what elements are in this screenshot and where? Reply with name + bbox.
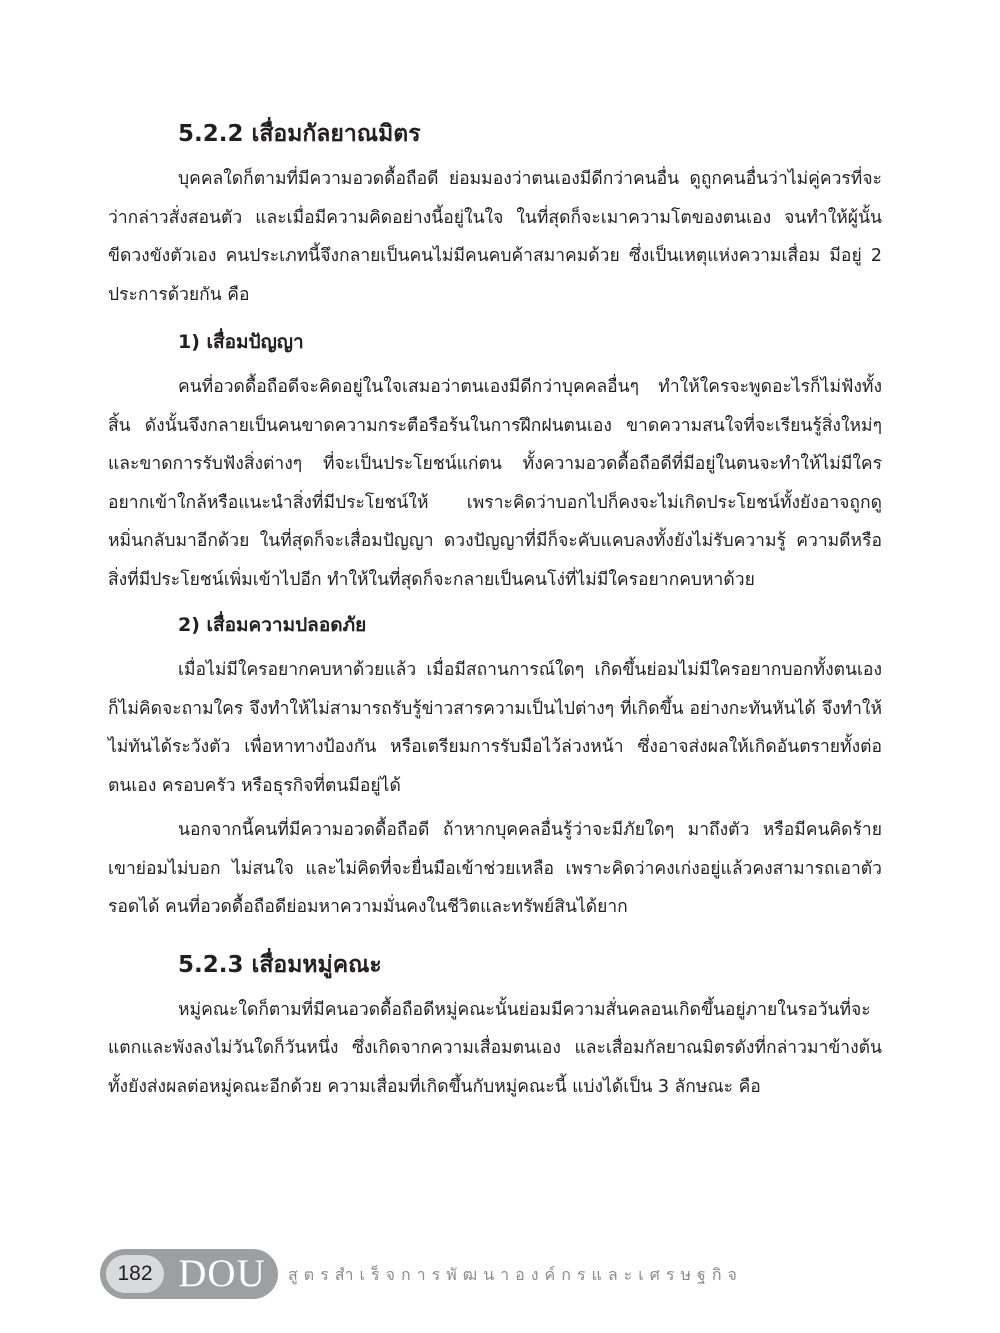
- footer-badge: [100, 1249, 278, 1299]
- page-footer: [100, 1249, 900, 1301]
- subheading-wisdom-decline: 1) เสื่อมปัญญา: [178, 331, 304, 353]
- section-heading-5-2-2: 5.2.2 เสื่อมกัลยาณมิตร: [178, 121, 421, 147]
- section-heading-5-2-3: 5.2.3 เสื่อมหมู่คณะ: [178, 951, 382, 978]
- safety-decline-paragraph-2: นอกจากนี้คนที่มีความอวดดื้อถือดี ถ้าหากบุคคลอื่นรู้ว่าจะมีภัยใดๆ มาถึงตัว หรือมีคนคิดร้าย เขาย่อมไม่บอก ไม่สนใจ และไม่คิดที่จะยื่นมือเข้าช่วยเหลือ เพราะคิดว่าคงเก่งอยู่แล้วคงสามารถเอาตัวรอดได้ คนที่อวดดื้อถือดีย่อมหาความมั่นคงในชีวิตและทรัพย์สินได้ยาก: [108, 820, 882, 917]
- section-5-2-3-paragraph: หมู่คณะใดก็ตามที่มีคนอวดดื้อถือดีหมู่คณะนั้นย่อมมีความสั่นคลอนเกิดขึ้นอยู่ภายในรอวันที่จะแตกและพังลงไม่วันใดก็วันหนึ่ง ซึ่งเกิดจากความเสื่อมตนเอง และเสื่อมกัลยาณมิตรดังที่กล่าวมาข้างต้น ทั้งยังส่งผลต่อหมู่คณะอีกด้วย ความเสื่อมที่เกิดขึ้นกับหมู่คณะนี้ แบ่งได้เป็น 3 ลักษณะ คือ: [108, 999, 882, 1097]
- wisdom-decline-paragraph: คนที่อวดดื้อถือดีจะคิดอยู่ในใจเสมอว่าตนเองมีดีกว่าบุคคลอื่นๆ ทำให้ใครจะพูดอะไรก็ไม่ฟังทั้งสิ้น ดังนั้นจึงกลายเป็นคนขาดความกระตือรือร้นในการฝึกฝนตนเอง ขาดความสนใจที่จะเรียนรู้สิ่งใหม่ๆ และขาดการรับฟังสิ่งต่างๆ ที่จะเป็นประโยชน์แก่ตน ทั้งความอวดดื้อถือดีที่มีอยู่ในตนจะทำให้ไม่มีใครอยากเข้าใกล้หรือแนะนำสิ่งที่มีประโยชน์ให้ เพราะคิดว่าบอกไปก็คงจะไม่เกิดประโยชน์ทั้งยังอาจถูกดูหมิ่นกลับมาอีกด้วย ในที่สุดก็จะเสื่อมปัญญา ดวงปัญญาที่มีก็จะคับแคบลงทั้งยังไม่รับความรู้ ความดีหรือสิ่งที่มีประโยชน์เพิ่มเข้าไปอีก ทำให้ในที่สุดก็จะกลายเป็นคนโง่ที่ไม่มีใครอยากคบหาด้วย: [108, 377, 882, 590]
- page-content: [108, 110, 882, 1106]
- dou-logo: DOU: [178, 1252, 266, 1295]
- book-title: สูตรสำเร็จการพัฒนาองค์กรและเศรษฐกิจ: [288, 1265, 743, 1284]
- page-number: 182: [106, 1255, 164, 1293]
- section-5-2-2-paragraph: บุคคลใดก็ตามที่มีความอวดดื้อถือดี ย่อมมองว่าตนเองมีดีกว่าคนอื่น ดูถูกคนอื่นว่าไม่คู่ควรที่จะว่ากล่าวสั่งสอนตัว และเมื่อมีความคิดอย่างนี้อยู่ในใจ ในที่สุดก็จะเมาความโตของตนเอง จนทำให้ผู้นั้นขีดวงขังตัวเอง คนประเภทนี้จึงกลายเป็นคนไม่มีคนคบค้าสมาคมด้วย ซึ่งเป็นเหตุแห่งความเสื่อม มีอยู่ 2 ประการด้วยกัน คือ: [108, 169, 882, 305]
- safety-decline-paragraph-1: เมื่อไม่มีใครอยากคบหาด้วยแล้ว เมื่อมีสถานการณ์ใดๆ เกิดขึ้นย่อมไม่มีใครอยากบอกทั้งตนเองก็ไม่คิดจะถามใคร จึงทำให้ไม่สามารถรับรู้ข่าวสารความเป็นไปต่างๆ ที่เกิดขึ้น อย่างกะทันหันได้ จึงทำให้ไม่ทันได้ระวังตัว เพื่อหาทางป้องกัน หรือเตรียมการรับมือไว้ล่วงหน้า ซึ่งอาจส่งผลให้เกิดอันตรายทั้งต่อตนเอง ครอบครัว หรือธุรกิจที่ตนมีอยู่ได้: [108, 660, 882, 796]
- subheading-safety-decline: 2) เสื่อมความปลอดภัย: [178, 614, 367, 636]
